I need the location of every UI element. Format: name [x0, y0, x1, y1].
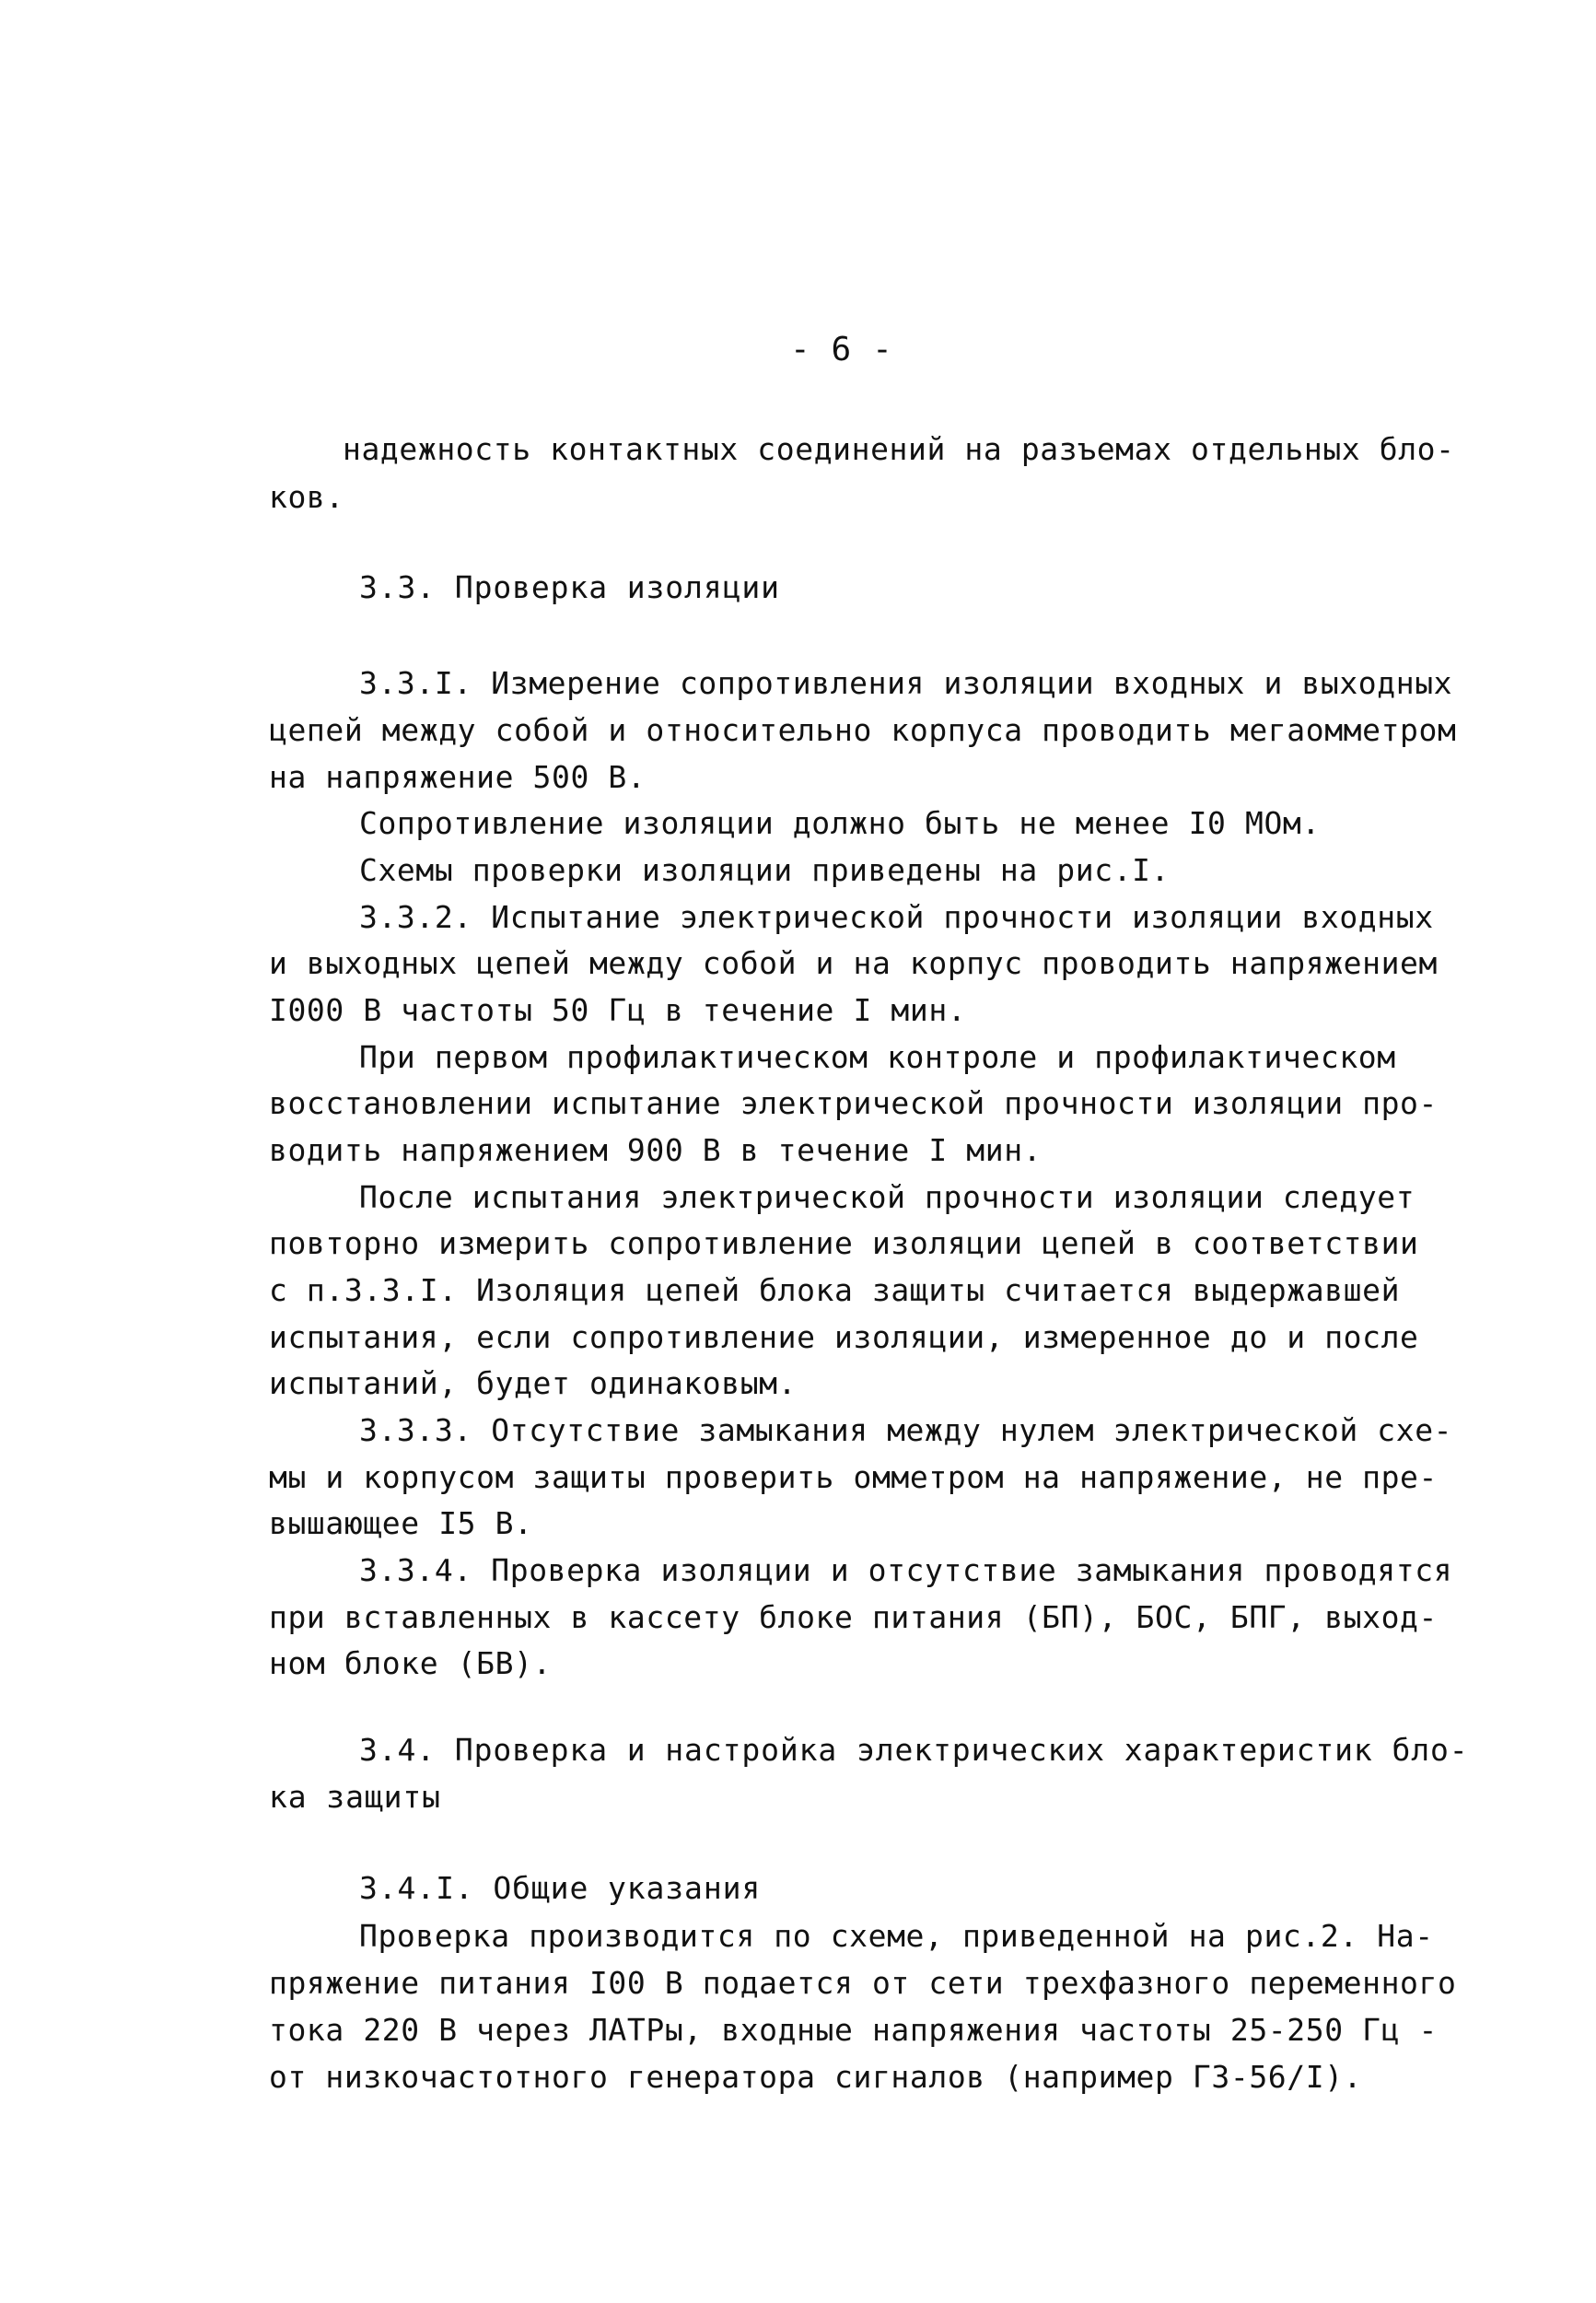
text-line: повторно измерить сопротивление изоляции цепей в соответствии	[269, 1225, 1419, 1261]
text-line: испытания, если сопротивление изоляции, измеренное до и после	[269, 1319, 1419, 1355]
text-line: ков.	[269, 479, 344, 515]
subsection-heading-3-4-1: 3.4.I. Общие указания	[359, 1870, 762, 1906]
page-number: - 6 -	[790, 331, 893, 368]
text-line: и выходных цепей между собой и на корпус проводить напряжением	[269, 945, 1438, 981]
text-line: 3.3.2. Испытание электрической прочности изоляции входных	[359, 899, 1434, 935]
text-line: пряжение питания I00 В подается от сети трехфазного переменного	[269, 1965, 1457, 2001]
text-line: с п.3.3.I. Изоляция цепей блока защиты считается выдержавшей	[269, 1272, 1401, 1308]
text-line: при вставленных в кассету блоке питания (БП), БОС, БПГ, выход-	[269, 1599, 1438, 1635]
text-line: После испытания электрической прочности изоляции следует	[359, 1179, 1415, 1215]
text-line: вышающее I5 В.	[269, 1505, 533, 1541]
text-line: Проверка производится по схеме, приведенной на рис.2. На-	[359, 1918, 1434, 1954]
text-line: надежность контактных соединений на разъемах отдельных бло-	[343, 431, 1455, 467]
text-line: ном блоке (БВ).	[269, 1645, 553, 1681]
text-line: тока 220 В через ЛАТРы, входные напряжения частоты 25-250 Гц -	[269, 2012, 1438, 2048]
section-heading-3-3: 3.3. Проверка изоляции	[359, 569, 780, 605]
text-line: Схемы проверки изоляции приведены на рис.I.	[359, 852, 1171, 888]
section-heading-3-4: 3.4. Проверка и настройка электрических характеристик бло-	[359, 1732, 1469, 1768]
section-heading-3-4-cont: ка защиты	[269, 1779, 441, 1815]
text-line: испытаний, будет одинаковым.	[269, 1365, 798, 1401]
text-line: водить напряжением 900 В в течение I мин.	[269, 1132, 1043, 1168]
text-line: мы и корпусом защиты проверить омметром на напряжение, не пре-	[269, 1459, 1438, 1495]
text-line: на напряжение 500 В.	[269, 759, 647, 795]
text-line: I000 В частоты 50 Гц в течение I мин.	[269, 992, 967, 1028]
text-line: 3.3.4. Проверка изоляции и отсутствие замыкания проводятся	[359, 1552, 1453, 1588]
text-line: 3.3.3. Отсутствие замыкания между нулем электрической схе-	[359, 1412, 1453, 1448]
text-line: от низкочастотного генератора сигналов (например ГЗ-56/I).	[269, 2059, 1363, 2095]
text-line: восстановлении испытание электрической прочности изоляции про-	[269, 1085, 1438, 1121]
text-line: цепей между собой и относительно корпуса проводить мегаомметром	[269, 712, 1457, 748]
text-line: При первом профилактическом контроле и профилактическом	[359, 1039, 1396, 1075]
text-line: 3.3.I. Измерение сопротивления изоляции входных и выходных	[359, 665, 1453, 701]
text-line: Сопротивление изоляции должно быть не менее I0 МОм.	[359, 805, 1321, 841]
